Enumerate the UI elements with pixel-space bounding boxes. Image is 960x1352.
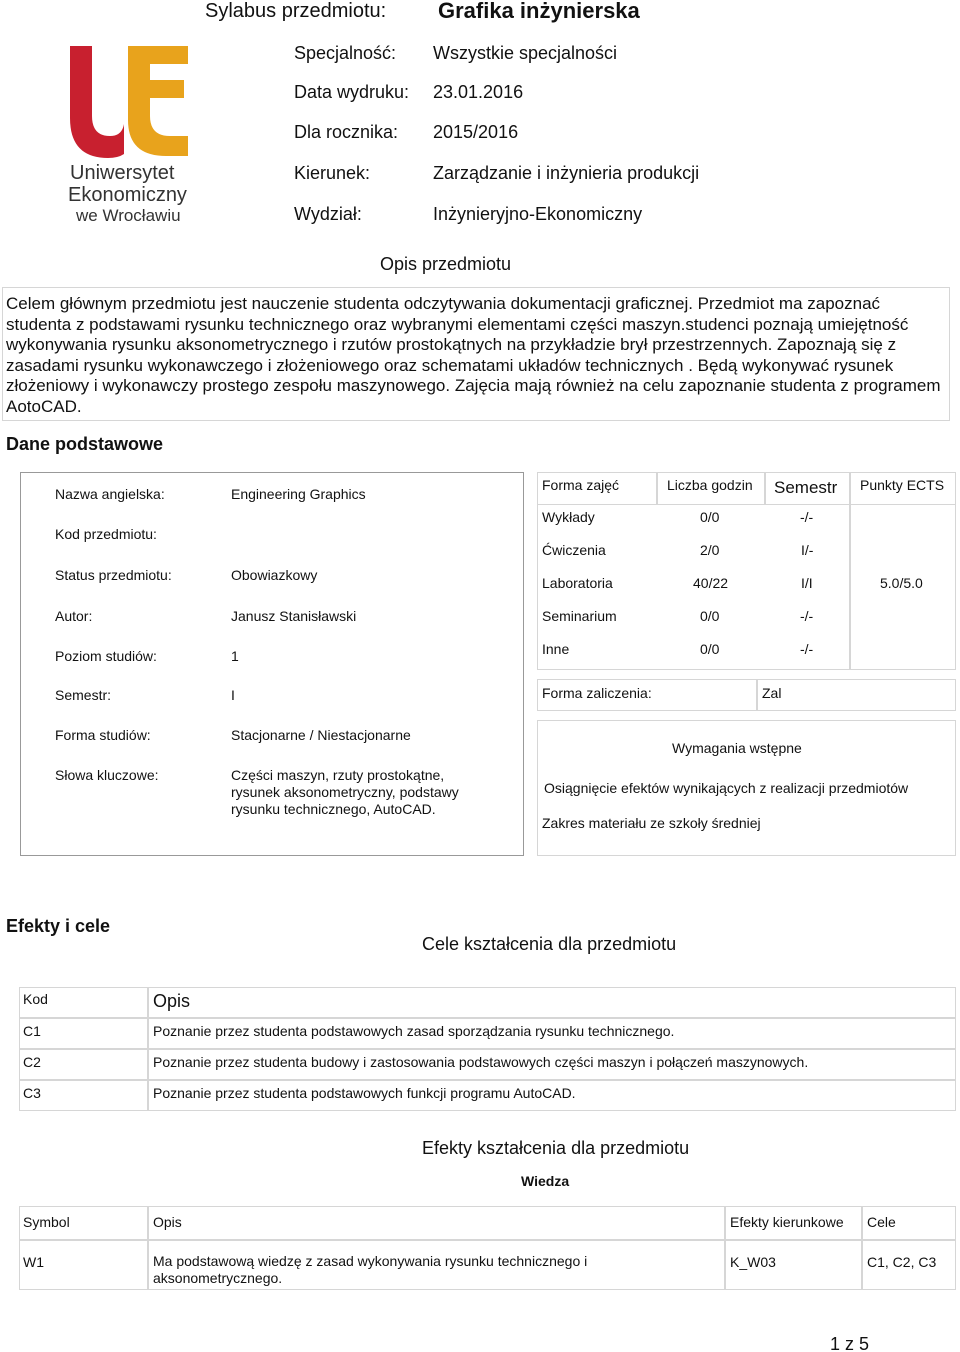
field-value-kierunek: Zarządzanie i inżynieria produkcji xyxy=(433,163,700,183)
value-forma-studiow: Stacjonarne / Niestacjonarne xyxy=(231,727,411,743)
goals-header-desc xyxy=(148,987,956,1018)
description-box xyxy=(2,287,950,421)
outcome-symbol: W1 xyxy=(23,1254,44,1270)
ects-cell xyxy=(850,505,956,670)
table-row xyxy=(725,1240,862,1290)
label-semestr: Semestr: xyxy=(55,687,112,703)
table-row xyxy=(862,1240,956,1290)
value-slowa-kluczowe: Części maszyn, rzuty prostokątne, rysunek aksonometryczny, podstawy rysunku technicznego, AutoCAD. xyxy=(231,767,459,817)
value-semestr: I xyxy=(231,687,235,703)
hours-row-count: 0/0 xyxy=(700,509,720,525)
outcomes-heading: Efekty kształcenia dla przedmiotu xyxy=(422,1138,690,1158)
hours-header-form-text: Forma zajęć xyxy=(542,477,620,493)
goal-code: C3 xyxy=(23,1085,41,1101)
prereq-heading: Wymagania wstępne xyxy=(672,740,802,756)
hours-row-sem: I/I xyxy=(801,575,813,591)
hours-row-count: 0/0 xyxy=(700,608,720,624)
outcome-goals: C1, C2, C3 xyxy=(867,1254,937,1270)
hours-row-form: Seminarium xyxy=(542,608,617,624)
assessment-label-cell xyxy=(537,679,757,711)
assessment-label: Forma zaliczenia: xyxy=(542,685,652,701)
field-label-wydzial: Wydział: xyxy=(294,204,362,224)
course-title: Grafika inżynierska xyxy=(438,0,640,23)
table-row xyxy=(19,1049,148,1080)
hours-header-ects-text: Punkty ECTS xyxy=(860,477,945,493)
sylabus-label: Sylabus przedmiotu: xyxy=(205,0,387,22)
outcomes-header-dir xyxy=(725,1206,862,1240)
description-text: Celem głównym przedmiotu jest nauczenie studenta odczytywania dokumentacji graficznej. Przedmiot ma zapoznać studenta z podstawami rysunku technicznego oraz wybranymi elementami części maszyn.studenci poznają umiejętność wykonywania rysunku aksonometrycznego i rzutów prostokątnych na przykładzie brył przestrzennych. Zapoznają się z zasadami rysunku wykonawczego i złożeniowego oraz schematami układów technicznych . Będą wykonywać rysunek złożeniowy i wykonawczy prostego zespołu maszynowego. Zajęcia mają również na celu zapoznanie studenta z programem AotoCAD. xyxy=(6,294,941,416)
ue-logo-mark-icon xyxy=(66,44,192,164)
prereq-line-2: Zakres materiału ze szkoły średniej xyxy=(542,815,761,831)
label-autor: Autor: xyxy=(55,608,93,624)
field-value-rocznik: 2015/2016 xyxy=(433,122,519,142)
value-status: Obowiazkowy xyxy=(231,567,318,583)
logo-line-1: Uniwersytet xyxy=(70,162,175,184)
hours-row-sem: -/- xyxy=(800,509,814,525)
prereq-line-1: Osiągnięcie efektów wynikających z realizacji przedmiotów xyxy=(544,780,909,796)
value-autor: Janusz Stanisławski xyxy=(231,608,357,624)
table-row xyxy=(19,1080,148,1111)
hours-header-count xyxy=(657,472,765,505)
logo-line-2: Ekonomiczny xyxy=(68,184,187,206)
label-slowa-kluczowe: Słowa kluczowe: xyxy=(55,767,159,783)
outcome-text: Ma podstawową wiedzę z zasad wykonywania rysunku technicznego i aksonometrycznego. xyxy=(153,1253,588,1286)
page-number: 1 z 5 xyxy=(830,1334,870,1352)
outcomes-header-goals-text: Cele xyxy=(867,1214,896,1230)
value-poziom: 1 xyxy=(231,648,239,664)
field-value-data-wydruku: 23.01.2016 xyxy=(433,82,524,102)
label-status: Status przedmiotu: xyxy=(55,567,172,583)
field-value-specjalnosc: Wszystkie specjalności xyxy=(433,43,618,63)
hours-header-semester xyxy=(765,472,850,505)
knowledge-heading: Wiedza xyxy=(521,1173,570,1189)
outcome-dir: K_W03 xyxy=(730,1254,776,1270)
assessment-value: Zal xyxy=(762,685,782,701)
table-row xyxy=(148,1240,725,1290)
table-row xyxy=(148,1018,956,1049)
hours-row-sem: I/- xyxy=(801,542,814,558)
goal-text: Poznanie przez studenta budowy i zastosowania podstawowych części maszyn i połączeń maszynowych. xyxy=(153,1054,809,1070)
goals-header-code-text: Kod xyxy=(23,991,48,1007)
outcomes-header-goals xyxy=(862,1206,956,1240)
table-row xyxy=(19,1240,148,1290)
hours-header-ects xyxy=(850,472,956,505)
goals-header-desc-text: Opis xyxy=(153,991,191,1011)
goal-text: Poznanie przez studenta podstawowych funkcji programu AutoCAD. xyxy=(153,1085,576,1101)
field-value-wydzial: Inżynieryjno-Ekonomiczny xyxy=(433,204,643,224)
outcomes-header-desc-text: Opis xyxy=(153,1214,182,1230)
label-nazwa-angielska: Nazwa angielska: xyxy=(55,486,165,502)
goal-code: C1 xyxy=(23,1023,41,1039)
hours-row-form: Laboratoria xyxy=(542,575,613,591)
table-row xyxy=(19,1018,148,1049)
logo-line-3: we Wrocławiu xyxy=(76,206,181,225)
field-label-kierunek: Kierunek: xyxy=(294,163,371,183)
goal-code: C2 xyxy=(23,1054,41,1070)
outcomes-header-symbol-text: Symbol xyxy=(23,1214,70,1230)
field-label-data-wydruku: Data wydruku: xyxy=(294,82,410,102)
university-logo xyxy=(66,44,192,224)
label-poziom: Poziom studiów: xyxy=(55,648,157,664)
goals-heading: Cele kształcenia dla przedmiotu xyxy=(422,934,677,954)
label-kod-przedmiotu: Kod przedmiotu: xyxy=(55,526,157,542)
hours-row-form: Inne xyxy=(542,641,570,657)
outcomes-header-symbol xyxy=(19,1206,148,1240)
field-label-rocznik: Dla rocznika: xyxy=(294,122,399,142)
label-forma-studiow: Forma studiów: xyxy=(55,727,151,743)
effects-heading: Efekty i cele xyxy=(6,916,111,936)
hours-header-count-text: Liczba godzin xyxy=(667,477,753,493)
prereq-box xyxy=(537,720,956,856)
hours-row-count: 2/0 xyxy=(700,542,720,558)
hours-row-form: Ćwiczenia xyxy=(542,542,606,558)
description-heading: Opis przedmiotu xyxy=(380,254,512,274)
goals-header-code xyxy=(19,987,148,1018)
ects-value: 5.0/5.0 xyxy=(880,575,923,591)
hours-header-semester-text: Semestr xyxy=(774,478,838,497)
outcomes-header-desc xyxy=(148,1206,725,1240)
hours-row-sem: -/- xyxy=(800,608,814,624)
hours-row-form: Wykłady xyxy=(542,509,595,525)
hours-row-count: 40/22 xyxy=(693,575,729,591)
goal-text: Poznanie przez studenta podstawowych zasad sporządzania rysunku technicznego. xyxy=(153,1023,675,1039)
value-nazwa-angielska: Engineering Graphics xyxy=(231,486,366,502)
hours-header-form xyxy=(537,472,657,505)
basic-heading: Dane podstawowe xyxy=(6,434,164,454)
field-label-specjalnosc: Specjalność: xyxy=(294,43,397,63)
hours-row-count: 0/0 xyxy=(700,641,720,657)
table-row xyxy=(148,1049,956,1080)
hours-row-sem: -/- xyxy=(800,641,814,657)
outcomes-header-dir-text: Efekty kierunkowe xyxy=(730,1214,844,1230)
assessment-value-cell xyxy=(757,679,956,711)
table-row xyxy=(148,1080,956,1111)
